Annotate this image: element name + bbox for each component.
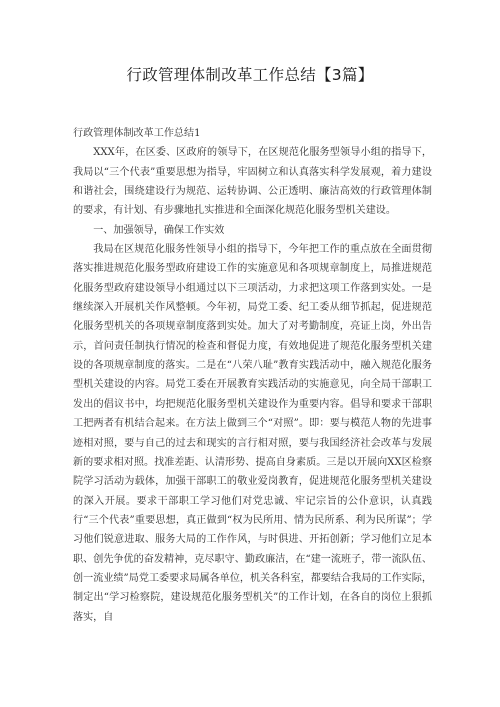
paragraph-intro: XXX年，在区委、区政府的领导下，在区规范化服务型领导小组的指导下，我局以“三个代表”重要思想为指导，牢固树立和认真落实科学发展观，着力建设和谐社会，围绕建设行为规范、运转协调、公正透明、廉洁高效的行政管理体制的要求，有计划、有步骤地扎实推进和全面深化规范化服务型机关建设。 [73, 147, 432, 217]
section-heading: 一、加强领导，确保工作实效 [93, 224, 225, 236]
section-subtitle: 行政管理体制改革工作总结1 [73, 128, 201, 139]
document-body [73, 124, 432, 627]
document-title: 行政管理体制改革工作总结【3篇】 [126, 66, 374, 84]
paragraph-main: 我局在区规范化服务性领导小组的指导下，今年把工作的重点放在全面贯彻落实推进规范化服务型政府建设工作的实施意见和各项规章制度上，局推进规范化服务型政府建设领导小组通过以下三项活动，力求把这项工作落到实处。一是继续深入开展机关作风整顿。今年初，局党工委、纪工委从细节抓起，促进规范化服务型机关的各项规章制度落到实处。加大了对考勤制度，亮证上岗，外出告示，首问责任制执行情况的检查和督促力度，有效地促进了规范化服务型机关建设的各项规章制度的落实。二是在“八荣八耻”教育实践活动中，融入规范化服务型机关建设的内容。局党工委在开展教育实践活动的实施意见，向全局干部职工发出的倡议书中，均把规范化服务型机关建设作为重要内容。倡导和要求干部职工把两者有机结合起来。在方法上做到三个“对照”。即：要与模范人物的先进事迹相对照，要与自己的过去和现实的言行相对照，要与我国经济社会改革与发展新的要求相对照。找准差距、认清形势、提高自身素质。三是以开展向XX区检察院学习活动为载体，加强干部职工的敬业爱岗教育，促进规范化服务型机关建设的深入开展。要求干部职工学习他们对党忠诚、牢记宗旨的公仆意识，认真践行“三个代表”重要思想，真正做到“权为民所用、情为民所系、利为民所谋”；学习他们锐意进取、服务大局的工作作风，与时俱进、开拓创新；学习他们立足本职、创先争优的奋发精神，克尽职守、勤政廉洁，在“建一流班子，带一流队伍、创一流业绩”局党工委要求局属各单位，机关各科室，都要结合我局的工作实际，制定出“学习检察院，建设规范化服务型机关”的工作计划，在各自的岗位上狠抓落实，自 [73, 244, 432, 623]
